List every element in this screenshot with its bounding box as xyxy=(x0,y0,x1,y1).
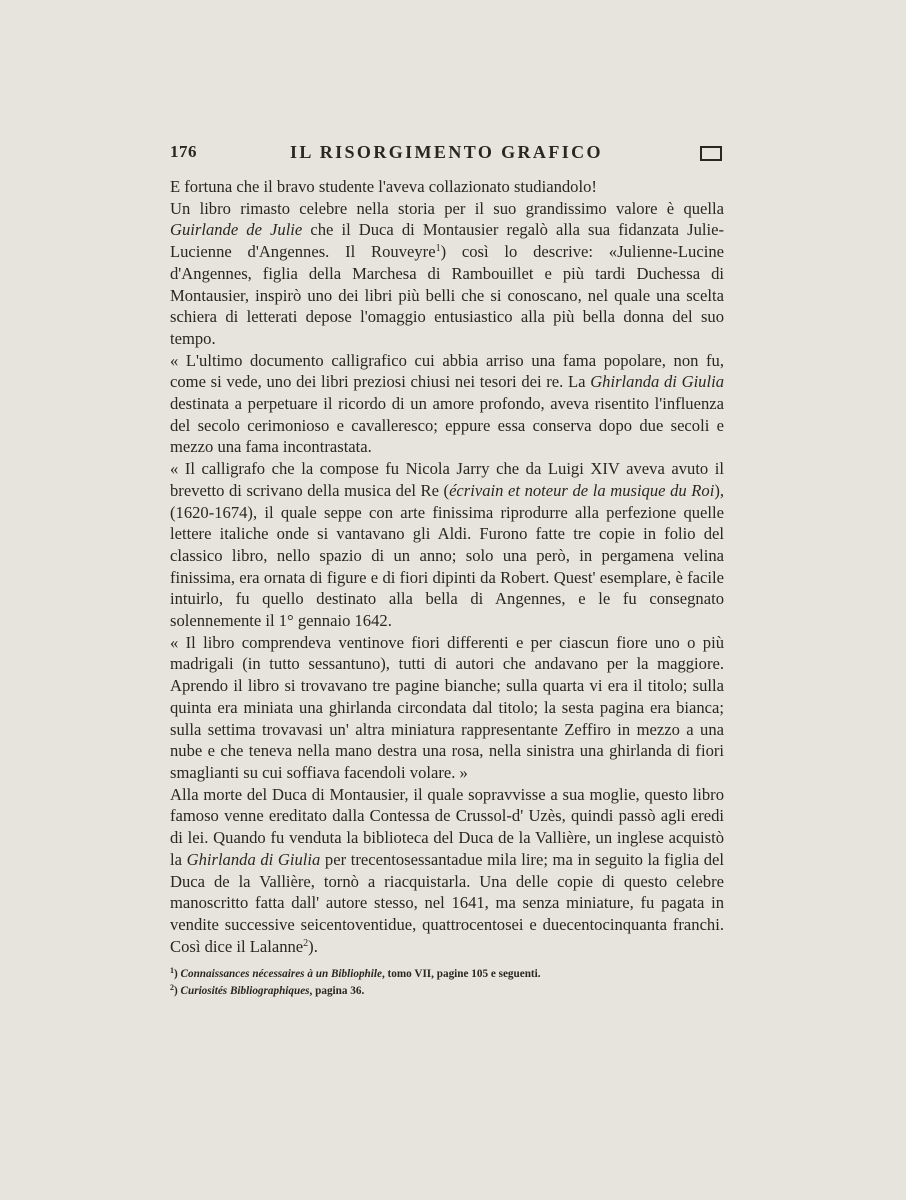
ghirlanda-title-2: Ghirlanda di Giulia xyxy=(186,849,321,869)
ecrivain-title: écrivain et noteur de la musique du Roi xyxy=(449,480,715,500)
paragraph-4 xyxy=(170,458,724,632)
paragraph-3-text-c: destinata a perpetuare il ricordo di un amore profondo, aveva risentito l'influenza del secolo cerimonioso e cavalleresco; eppure essa conserva dopo due secoli e mezzo una fama incontrastata. xyxy=(170,394,724,457)
header-ornament-box-icon xyxy=(700,146,722,161)
footnote-1-rest: , tomo VII, pagine 105 e seguenti. xyxy=(381,968,541,980)
paragraph-4-text-a: « Il calligrafo che la compose fu Nicola Jarry che da Luigi XIV aveva avuto il brevetto di scrivano della musica del Re ( xyxy=(170,459,724,500)
paragraph-2-text-c: che il Duca di Montausier regalò alla sua fidanzata Julie-Lucienne d'Angennes. Il Rouveyre xyxy=(170,220,724,262)
paragraph-3 xyxy=(170,350,724,459)
footnote-2-mark: 2 xyxy=(170,983,174,992)
paragraph-6-text-c: per trecentosessantadue mila lire; ma in seguito la figlia del Duca de la Vallière, tornò a riacquistarla. Una delle copie di questo celebre manoscritto fatta dall' autore stesso, nel 1641, ma senza miniature, fu pagata in vendite successive seicentoventidue, quattrocentosei e duecentocinquanta franchi. Così dice il Lalanne xyxy=(170,849,724,956)
footnote-1-mark: 1 xyxy=(170,966,174,975)
footnote-ref-2: 2 xyxy=(303,937,309,949)
page-number: 176 xyxy=(170,142,197,161)
running-title: IL RISORGIMENTO GRAFICO xyxy=(290,142,603,162)
footnote-1-title: Connaissances nécessaires à un Bibliophile xyxy=(180,968,382,980)
paragraph-2 xyxy=(170,198,724,350)
footnote-1: $^1$) Connaissances nécessaires à un Bibliophile, tomo VII, pagine 105 e seguenti. xyxy=(170,966,541,980)
paragraph-4-text-c: ), (1620-1674), il quale seppe con arte finissima riprodurre alla perfezione quelle lettere italiche onde si vantavano gli Aldi. Furono fatte tre copie in folio del classico libro, nello spazio di un anno; solo una però, in pergamena velina finissima, era ornata di figure e di fiori dipinti da Robert. Quest' esemplare, è facile intuirlo, fu quello destinato alla bella di Angennes, e le fu consegnato solennemente il 1° gennaio 1642. xyxy=(170,480,725,631)
footnotes xyxy=(170,966,724,1000)
page-header xyxy=(170,142,724,166)
guirlande-title: Guirlande de Julie xyxy=(170,220,303,240)
paragraph-5-text: « Il libro comprendeva ventinove fiori differenti e per ciascun fiore uno o più madrigali (in tutto sessantuno), tutti di autori che andavano per la maggiore. Aprendo il libro si trovavano tre pagine bianche; sulla quarta vi era il titolo; sulla quinta era miniata una ghirlanda circondata dal titolo; la sesta pagina era bianca; sulla settima trovavasi un' altra miniatura rappresentante Zeffiro in mezzo a una nube e che teneva nella mano destra una rosa, nella sinistra una ghirlanda di fiori smaglianti su cui soffiava facendoli volare. » xyxy=(170,632,724,782)
footnote-ref-1: 1 xyxy=(435,243,441,255)
ghirlanda-title: Ghirlanda di Giulia xyxy=(590,372,724,392)
paragraph-6-text-a: Alla morte del Duca di Montausier, il quale sopravvisse a sua moglie, questo libro famoso venne ereditato dalla Contessa de Crussol-d' Uzès, quindi passò agli eredi di lei. Quando fu venduta la biblioteca del Duca de la Vallière, un inglese acquistò la xyxy=(170,784,724,869)
body-text xyxy=(170,176,724,957)
paragraph-1 xyxy=(170,176,724,198)
footnote-2-title: Curiosités Bibliographiques xyxy=(180,985,310,997)
paragraph-2-text-d: ) così lo descrive: «Julienne-Lucine d'Angennes, figlia della Marchesa di Rambouillet e più tardi Duchessa di Montausier, inspirò uno dei libri più belli che si conoscano, nel quale una scelta schiera di letterati depose l'omaggio entusiastico alla più bella donna del suo tempo. xyxy=(170,242,724,348)
paragraph-6 xyxy=(170,784,724,958)
paragraph-1-text: E fortuna che il bravo studente l'aveva collazionato studiandolo! xyxy=(170,177,597,196)
paragraph-5 xyxy=(170,632,724,784)
footnote-2: $^2$) Curiosités Bibliographiques, pagina 36. xyxy=(170,983,365,997)
paragraph-6-text-d: ). xyxy=(308,936,318,956)
paragraph-3-text-a: « L'ultimo documento calligrafico cui abbia arriso una fama popolare, non fu, come si vede, uno dei libri preziosi chiusi nei tesori dei re. La xyxy=(170,350,724,392)
footnote-2-rest: , pagina 36. xyxy=(309,985,365,997)
paragraph-2-text-a: Un libro rimasto celebre nella storia per il suo grandissimo valore è quella xyxy=(170,198,724,218)
